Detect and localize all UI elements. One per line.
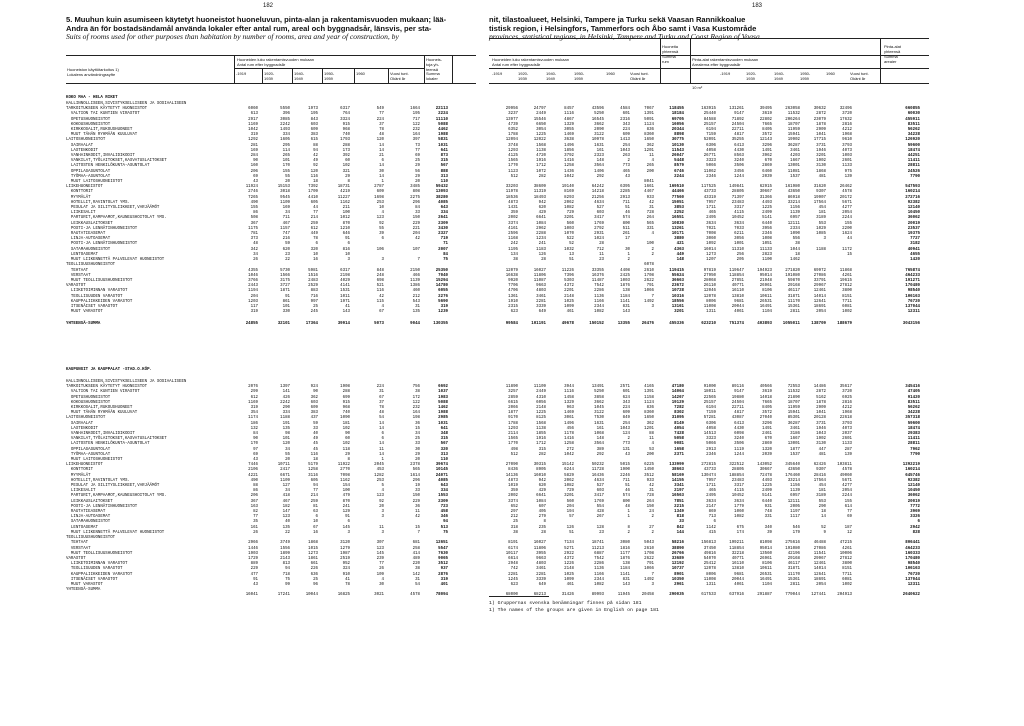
year-header-area-5: Vuosi tunt. Okänt år bbox=[850, 71, 869, 81]
total-label-whole-country: YHTEENSÄ-SUMMA bbox=[66, 322, 101, 326]
header-vline-4 bbox=[322, 68, 323, 83]
value-column-section2-cols_a-1: 89116 9147 19880 24504 22711 4817 43087 6413 4430 6098 3240 3506 1119 1244 322512 28805 188854 23483 3317 4115 10452 3634 1779 1060 1082 675 174 199211 118854 32218 40771 16110 13810 9681 20044 4061 637916 bbox=[729, 385, 744, 598]
total-area-2: 403893 bbox=[757, 322, 772, 326]
value-column-section1-cols_a-3: 263058 11532 206264 18707 11959 15941 19902 36287 3461 4203 1667 13001 11081 1537 161980 43650 86918 33214 1156 1139 6957 12111 2334 1090 556 38 1044 18 1462 271820 191080 59870 29168 46117 31871 11170 15361 2811 bbox=[785, 107, 800, 315]
header-vline-6 bbox=[388, 68, 389, 83]
header-top-rule-left bbox=[66, 55, 476, 56]
header-vline-r2 bbox=[690, 38, 691, 83]
year-header-area-1: 1920- 1939 bbox=[746, 71, 757, 81]
total-left-2: 17364 bbox=[305, 322, 318, 326]
value-column-section1-cols-1: 5550 396 3085 2242 1493 334 1605 295 114 265 101 170 155 55 20 15153 3018 9545 1109 169 34 711 467 1157 747 216 59 620 23 22 5730 1566 3175 3727 1871 91 861 101 330 bbox=[277, 107, 290, 315]
total-area-5: 188679 bbox=[837, 322, 852, 326]
value-column-section2-cols_r-5: 4165 1391 1158 1124 836 8360 1650 362 1201 88 11 4 53 200 6225 1450 3512 933 42 31 728 264 150 24 2 27 2 5043 2610 1708 2622 791 1066 7 1492 3 20458 bbox=[641, 385, 654, 598]
value-column-section1-cols-6: 22113 2224 11110 5088 4462 1988 5831 1031 641 873 315 567 888 313 110 59432 13093 38280 4085 643 334 2641 2309 3430 2327 719 71 2007 84 75 25350 7040 15294 14780 6055 2276 5690 319 1239 bbox=[435, 107, 448, 315]
area-group-header bbox=[692, 57, 758, 67]
header-vline-5 bbox=[354, 68, 355, 83]
value-column-section1-cols-0: 6060 613 2917 1169 1042 319 1292 281 169 284 90 160 206 69 43 11924 2746 7265 490 155 86 508 367 1175 781 373 48 342 34 26 4355 1046 3766 2443 1194 204 1203 117 319 bbox=[245, 107, 258, 315]
total-left-3: 39914 bbox=[337, 322, 350, 326]
value-column-section2-cols_a-0: 91000 18011 22565 25157 6194 7159 57281 6306 4058 14513 3323 5066 2913 2346 272815 43733 130474 7957 1711 465 2495 3634 2147 869 713 6 1142 415 156813 37450 49816 54070 25412 12078 8006 11008 1311 617533 bbox=[701, 385, 716, 598]
value-column-section2-cols-3: 1908 288 699 915 968 740 1090 181 102 90 60 102 118 29 8 11922 2770 7098 1162 154 100 479 870 241 129 91 6 145 3 3120 1279 1987 2519 952 324 910 41 78 16825 bbox=[337, 385, 350, 598]
group-header-left bbox=[237, 57, 314, 67]
footnote-rule bbox=[489, 596, 549, 597]
value-column-section1-cols-3: 6317 764 3324 915 968 740 1793 288 173 392 60 102 321 29 8 18731 4219 11227 1162 211 100 1012 870 1210 646 91 6 816 10 3 6317 2198 4029 4141 1531 1011 1971 41 143 bbox=[337, 107, 350, 315]
value-column-section1-cols_a-2: 39495 3619 22802 7665 8405 3572 12143 3296 1491 3962 670 2869 6460 2039 62915 30667 31366 4493 1225 2499 5141 6440 3956 2346 1008 1051 11133 2823 1100 194923 95014 21948 26961 8106 10611 26531 16491 1104 bbox=[757, 107, 772, 315]
value-column-section2-cols_a-2: 40566 3619 14018 7665 8405 3572 27040 3296 1491 2461 670 2869 1320 2039 143052 30667 72478 4493 1225 2499 5141 6440 931 748 331 340 39 81098 95014 13560 26961 8106 10611 26531 16491 1104 291887 bbox=[757, 385, 772, 598]
stub-header-sv: Lokalens användningssyfte bbox=[67, 72, 116, 77]
value-column-section1-cols-4: 549 77 224 37 78 48 120 14 14 21 6 14 30 14 1 2787 609 1698 253 10 4 123 92 55 39 6 106 3 848 248 698 521 116 42 115 4 67 bbox=[374, 107, 384, 315]
value-column-section1-cols_a-0: 163915 25440 84588 25157 6194 7159 52091 6306 4058 26771 3323 5066 11062 2346 117525 43733 43319 7957 1711 465 2495 3634 7021 7008 3060 1092 16014 1273 1207 97819 27950 28068 26110 12046 12078 8006 11008 1311 bbox=[701, 107, 716, 315]
value-column-section2-cols_r-2: 3944 1116 1458 1329 963 1469 3061 1496 456 1178 1416 1258 272 1042 15142 6244 5829 2062 1082 729 3201 560 204 194 57 126 51 7134 5271 2922 4372 1226 2148 1025 1099 461 31426 bbox=[561, 385, 574, 598]
group-header-right-sv: Antal rum efter byggnadsår bbox=[492, 62, 541, 67]
total-area-6: 3043156 bbox=[902, 322, 920, 326]
footnotes bbox=[489, 600, 659, 614]
total-rooms-1: 101191 bbox=[531, 322, 546, 326]
year-header-rooms-4: 1960 bbox=[606, 71, 615, 76]
section-title-towns: KAUPUNGIT JA KAUPPALAT -STAD.O.KÖP. bbox=[66, 368, 152, 372]
year-header-area-3: 1950- 1959 bbox=[800, 71, 811, 81]
stub-footnote: 1) bbox=[115, 67, 119, 72]
value-column-section1-cols-2: 1973 195 843 603 609 383 615 88 94 42 49 92 120 116 18 7392 1709 4410 605 44 77 214 259 612 449 78 6 320 10 16 5981 1516 2483 2529 883 716 997 25 245 bbox=[308, 107, 318, 315]
value-column-section1-cols-5: 1664 195 717 122 232 164 397 73 77 69 25 29 56 29 20 3485 808 2275 296 84 33 150 229 221 204 42 107 7 2150 466 1139 1386 460 212 543 31 135 bbox=[410, 107, 420, 315]
value-column-section2-cols_a-5: 35617 3720 6925 2816 4212 1968 22618 3793 4073 2037 2601 1133 287 139 103811 4578 49060 5671 4277 2054 2244 155 614 77 69 187 12 47215 4261 10006 27812 3800 8151 7711 6081 1002 204913 bbox=[837, 385, 852, 598]
value-column-section2-cols-4: 224 31 67 37 78 48 54 14 14 6 6 14 11 14 1 2045 453 1282 253 5 4 123 92 20 3 3 11 3 307 123 145 239 77 26 109 4 30 3021 bbox=[374, 385, 384, 598]
value-column-section2-cols-2: 924 90 362 603 609 383 437 59 33 40 49 45 45 116 18 5179 1258 3116 605 94 77 214 259 81 63 6 10 67 16 1868 1015 1273 1861 661 226 636 25 96 10044 bbox=[305, 385, 318, 598]
area-unit: 10 m² bbox=[692, 85, 703, 90]
value-column-section1-cols_r-4: 4584 601 2316 343 224 609 1413 254 1043 263 2 773 465 43 6395 2285 2913 711 51 46 574 800 511 261 17 30 1 2 4408 2425 1003 1876 138 1184 1141 831 143 bbox=[620, 107, 630, 315]
total-rooms-0: 99584 bbox=[505, 322, 518, 326]
value-column-section1-cols_a-4: 30632 2872 23079 1878 2909 1041 17715 3731 1946 3201 1902 3130 1868 481 31620 9307 19907 17564 454 181 3189 553 1029 1085 3 1188 69972 27086 33791 29967 12461 14014 12641 18691 2054 bbox=[813, 107, 826, 315]
total-left-4: 5073 bbox=[374, 322, 384, 326]
footnote-swedish: 1) Gruppernas svenska benämningar finnes på sidan 181 bbox=[489, 601, 642, 606]
year-header-rooms-0: -1919 bbox=[492, 71, 503, 76]
header-vline-r1 bbox=[660, 38, 661, 83]
rooms-sum-header: Huoneita yhteensä Summa rum bbox=[662, 44, 679, 64]
year-header-left-5: Vuosi tunt. Okänt år bbox=[390, 71, 409, 81]
title-swedish: Andra än för bostadsändamål använda lokaler efter antal rum, areal och byggnadsår, länsvis, per sta- bbox=[66, 23, 432, 33]
header-bottom-rule-left bbox=[66, 83, 476, 84]
year-header-area-0: -1919 bbox=[720, 71, 731, 76]
value-column-section2-cols_r-0: 11890 3257 2859 6615 2066 1877 9170 1788 1293 2114 1565 1770 498 512 27090 8436 14136 4873 1019 359 2002 3374 652 297 212 25 318 38 8191 6174 10117 6614 2948 742 2281 1245 623 68000 bbox=[505, 385, 518, 598]
year-header-area-4: 1960 bbox=[826, 71, 835, 76]
group-header-right-fi: Huoneiden luku rakentamisvuoden mukaan bbox=[492, 57, 569, 62]
year-header-rooms-3: 1950- 1959 bbox=[574, 71, 585, 81]
total-rooms-3: 150152 bbox=[589, 322, 604, 326]
header-top-rule-right bbox=[489, 38, 929, 39]
row-labels-towns: HALLINNOLLISEEN,SIVISTYKSELLISEEN JA SOSIAALISEEN TARKOITUKSEEN KÄYTETYT HUONEISTOT VALTION TAI KUNTIEN VIRASTOT OPETUSHUONEISTOT KOKOUSHUONEISTOT KIRKKOSALIT,RUKOUSHUONEET MUUT TÄHÄN RYHMÄÄN KUULUVAT LAITOSHUONEISTOT SAIRAALAT LASTENKODIT VANHAINKODIT,INVALIDIKODIT VANKILAT,TYÖLAITOKSET,KASVATUSLAITOKSET LAITOSTEN HENKILÖKUNTA-ASUNTOLAT OPPILASASUNTOLAT TYÖMAA-ASUNTOLAT MUUT LAITOSHUONEISTOT LIIKEHUONEISTOT KONTTORIT MYYMÄLÄT HOTELLIT,RAVINTOLAT YMS. PESULAT JA SILITYSLIIKKEET,VARJÄÄMÖT LIIKESALIT PARTURIT,KAMPAAMOT,KAUNEUSHOITOLAT YMS. LEIKKAUSLAITOKSET POSTI-JA LENNÄTINHUONEISTOT RAUTATIEASEMAT LINJA-AUTOASEMAT SATAMAHUONEISTOT LENTOASEMAT MUUT LIIKENNETTÄ PALVELEVAT HUONEISTOT TEOLLISUUSHUONEISTOT TEHTAAT VERSTAAT MUUT TEOLLISUUSHUONEISTOT VARASTOT LIIKETOIMINNAN VARASTOT TEOLLISUUDEN VARASTOT KAUPPALIIKKEIDEN VARASTOT ITSENÄISET VARASTOT MUUT VARASTOT YHTEENSÄ-SUMMA bbox=[66, 380, 187, 593]
total-area-0: 623210 bbox=[701, 322, 716, 326]
total-rooms-5: 26476 bbox=[641, 322, 654, 326]
group-header-sv: Antal rum efter byggnadsår bbox=[237, 62, 286, 67]
header-rule-right-3 bbox=[489, 68, 929, 69]
total-left-1: 32101 bbox=[277, 322, 290, 326]
value-column-section2-cols_a-6: 345416 47405 91420 83511 56262 34228 357318 59600 18474 29383 11411 28811 7962 7790 1292219 160214 645746 92382 12140 10450 36062 20019 7772 3969 3326 6 2942 828 806441 464233 160333 170480 98540 106163 76720 137044 12311 2640622 bbox=[902, 385, 920, 598]
year-header-left-6: Summa lokaler bbox=[426, 71, 440, 81]
header-rule-right-2 bbox=[489, 55, 929, 56]
value-column-section1-cols_a-5: 32496 3720 17632 2816 4212 1968 9610 3793 4073 1003 2601 1133 975 139 26462 4578 20172 5671 4277 2054 2244 155 2200 1624 44 1172 15 11868 4261 19615 27812 3800 8151 7711 6081 1002 bbox=[839, 107, 852, 315]
page-number-right: 183 bbox=[752, 3, 763, 9]
header-vline-3 bbox=[292, 68, 293, 83]
title-english-cont: provinces, statistical regions, in Helsinki, Tampere and Turku and Coast Region of Vaasa bbox=[489, 32, 760, 42]
value-column-section1-cols_r-3: 43596 5250 16545 3662 2090 3122 10978 1631 161 2323 148 3564 1406 292 64242 14218 21256 4634 527 603 3417 1769 2792 2931 1024 28 712 11 23 33355 16376 11487 7542 2286 1136 1166 2344 1082 bbox=[591, 107, 604, 315]
rooms-total-line2: toja yh- bbox=[426, 62, 440, 67]
title-english: Suits of rooms used for other purposes than habitation by number of rooms, area and year of construction, by bbox=[66, 32, 399, 42]
value-column-section2-cols-1: 1397 141 426 2242 290 334 1188 191 135 98 101 120 34 55 20 10711 2417 6671 1109 127 34 418 467 182 147 123 40 135 22 3749 1556 1899 2143 813 94 718 75 99 17241 bbox=[277, 385, 290, 598]
year-header-left-1: 1920- 1939 bbox=[264, 71, 275, 81]
value-column-section2-cols_a-3: 72553 11532 21890 18707 11959 15941 85301 36287 3461 3186 1667 13001 1877 1537 345640 43650 176460 33214 1156 1139 6957 12111 2005 1197 1117 546 179 275616 191080 42196 29168 46117 31871 11170 15361 2811 779044 bbox=[785, 385, 800, 598]
area-sum-header: Pinta-alat yhteensä Summa areaier bbox=[884, 44, 901, 64]
stub-header-fi: Huoneiston käyttötarkoitus bbox=[67, 67, 115, 72]
table-title-left bbox=[66, 16, 476, 42]
total-left-0: 24855 bbox=[245, 322, 258, 326]
stub-header bbox=[67, 67, 217, 77]
total-area-4: 138709 bbox=[811, 322, 826, 326]
title-swedish-cont: tistisk region, i Helsingfors, Tammerfors och Åbo samt i Vasa Kustområde bbox=[489, 23, 757, 33]
value-column-section1-cols_r-5: 7067 1391 5091 1124 836 8360 1650 362 1201 11 4 265 200 8041 1661 4467 933 42 31 728 264 565 331 4 100 2 2 6078 2610 1708 2622 791 1066 7 1492 3 bbox=[644, 107, 654, 309]
value-column-section2-cols_r-1: 11109 2449 4310 6056 2148 1225 8125 1568 1138 1855 1916 1712 315 282 30315 8905 16010 942 620 429 6641 1084 607 405 279 8 235 28 16027 11806 3955 9663 4803 3461 2281 3339 649 68213 bbox=[533, 385, 546, 598]
footnote-english: 1) The names of the groups are given in English on page 181 bbox=[489, 608, 659, 614]
total-rooms-4: 13355 bbox=[617, 322, 630, 326]
area-group-header-sv: Arealerna efter byggnadsår bbox=[692, 62, 741, 67]
value-column-section1-cols_a-1: 131261 9147 71892 24504 22711 4817 35255 6413 4430 8563 3240 3506 3456 1244 149841 28805 71397 23483 3317 4115 10452 3634 7033 6211 3056 1001 11310 256 205 119647 118854 27851 40771 16110 13810 9681 20044 4061 bbox=[729, 107, 744, 315]
value-column-section2-cols-0: 2076 299 612 1169 319 354 1174 186 132 84 90 170 97 69 43 7446 2106 4221 490 88 86 206 367 163 82 77 35 161 26 2966 1446 1903 1729 889 229 477 91 43 16041 bbox=[245, 385, 258, 598]
value-column-section1-cols_r-2: 8457 1116 4867 1329 3055 1469 3638 1496 1856 3792 1416 1258 1436 1042 19140 8169 8293 2062 1082 729 3201 560 1003 1070 522 52 1032 13 51 11226 7396 5303 4372 2201 2148 1025 1099 461 bbox=[561, 107, 574, 315]
value-column-section1-cols_r-6: 118455 18184 69705 16056 20344 8898 30775 10130 11543 26047 5448 8579 6746 2244 169510 44466 77560 15051 3853 2252 16551 10830 13261 10171 3880 421 4363 449 148 119415 55624 36663 23672 10728 10316 18556 13161 3201 bbox=[669, 107, 684, 315]
title-finnish-cont: nit, tilastoalueet, Helsinki, Tampere ja Turku sekä Vaasan Rannikkoalue bbox=[489, 15, 746, 24]
year-header-left-3: 1950- 1959 bbox=[324, 71, 335, 81]
page-number-left: 182 bbox=[263, 3, 274, 9]
header-vline-7 bbox=[424, 55, 425, 83]
header-bottom-rule-right bbox=[489, 83, 929, 84]
total-rooms-6: 455336 bbox=[669, 322, 684, 326]
year-header-rooms-5: Vuosi tunt. Okänt år bbox=[630, 71, 649, 81]
year-header-left-4: 1960 bbox=[356, 71, 365, 76]
value-column-section2-cols_r-6: 47180 14064 14267 19129 7282 8302 31095 8149 4054 7428 5058 9081 1658 2371 133999 38663 58169 14155 3341 2197 16563 7851 2215 1349 818 33 842 144 58216 38890 26766 33689 12192 10737 8901 10350 2961 290035 bbox=[669, 385, 684, 598]
rooms-total-line1: Huoneis- bbox=[426, 57, 443, 62]
year-header-area-2: 1940- 1949 bbox=[774, 71, 785, 81]
value-column-section1-cols_a-6: 660855 60030 455911 83511 56262 34228 126920 59600 18474 44251 11411 28811 24526 7790 547593 160214 272716 92382 12140 10450 36062 20019 23537 19375 7727 3182 40941 4655 1420 765874 464233 191271 170480 98540 106163 76720 137044 12311 bbox=[905, 107, 920, 315]
section-title-whole-country: KOKO MAA - HELA RIKET bbox=[66, 96, 118, 100]
year-header-rooms-2: 1940- 1949 bbox=[546, 71, 557, 81]
header-vline-1 bbox=[234, 55, 235, 83]
value-column-section2-cols_a-4: 14486 2872 5162 1878 2909 1041 20128 3731 1946 1043 1902 3130 447 481 62426 9307 28416 17564 454 181 3189 553 290 18 14 52 9 46488 27086 11541 29967 12461 14014 12641 18691 2054 127441 bbox=[811, 385, 826, 598]
total-left-6: 130355 bbox=[433, 322, 448, 326]
total-area-3: 1055011 bbox=[782, 322, 800, 326]
group-header-right bbox=[492, 57, 569, 67]
total-rooms-2: 49678 bbox=[561, 322, 574, 326]
value-column-section2-cols_r-4: 2571 601 624 343 224 609 849 254 1043 124 2 773 131 43 5015 1900 2246 711 51 46 574 800 48 1 1 8 2 3080 1816 1177 1876 138 1184 1141 831 143 11945 bbox=[617, 385, 630, 598]
value-column-section1-cols_r-1: 24797 2449 15546 6650 3054 1225 12022 1568 1138 4720 1916 1712 1072 282 38609 11319 18493 942 620 429 6641 1084 2962 2288 1234 241 1183 126 28 16027 11806 11087 9663 4803 3461 2281 3339 649 bbox=[533, 107, 546, 315]
value-column-section2-cols-6: 6692 1037 1983 5088 1462 1988 2985 1031 641 348 315 567 320 313 110 39674 10145 24071 4085 643 334 1553 2309 723 458 346 94 513 75 12651 5547 7630 9065 3512 937 2876 319 401 78094 bbox=[435, 385, 448, 598]
value-column-section2-cols-5: 756 38 172 122 232 164 198 36 15 34 25 33 30 29 20 2378 565 1614 296 19 33 150 229 36 11 42 15 7 681 258 414 489 220 38 142 31 54 4578 bbox=[410, 385, 420, 598]
value-column-section1-cols_r-0: 29956 3237 13977 4739 6352 1788 12094 3748 1293 4125 1565 1770 1123 512 33203 11978 18536 4873 1431 359 2002 3374 4161 2596 1168 242 1195 134 38 12079 16638 9920 7706 4706 1361 1910 2315 623 bbox=[505, 107, 518, 315]
title-finnish: 5. Muuhun kuin asumiseen käytetyt huoneistot huoneluvun, pinta-alan ja rakentamisvuoden mukaan; lää- bbox=[66, 15, 447, 24]
area-group-header-fi: Pinta-alat rakentamisvuoden mukaan bbox=[692, 57, 759, 62]
year-header-left-2: 1940- 1949 bbox=[294, 71, 305, 81]
group-header-fi: Huoneiden luku rakentamisvuoden mukaan bbox=[237, 57, 314, 62]
row-labels-whole-country: HALLINNOLLISEEN,SIVISTYKSELLISEEN JA SOSIAALISEEN TARKOITUKSEEN KÄYTETYT HUONEISTOT VALTION TAI KUNTIEN VIRASTOT OPETUSHUONEISTOT KOKOUSHUONEISTOT KIRKKOSALIT,RUKOUSHUONEET MUUT TÄHÄN RYHMÄÄN KUULUVAT LAITOSHUONEISTOT SAIRAALAT LASTENKODIT VANHAINKODIT,INVALIDIKODIT VANKILAT,TYÖLAITOKSET,KASVATUSLAITOKSET LAITOSTEN HENKILÖKUNTA-ASUNTOLAT OPPILASASUNTOLAT TYÖMAA-ASUNTOLAT MUUT LAITOSHUONEISTOT LIIKEHUONEISTOT KONTTORIT MYYMÄLÄT HOTELLIT,RAVINTOLAT YMS. PESULAT JA SILITYSLIIKKEET,VARJÄÄMÖT LIIKESALIT PARTURIT,KAMPAAMOT,KAUNEUSHOITOLAT YMS. LEIKKAUSLAITOKSET POSTI-JA LENNÄTINHUONEISTOT RAUTATIEASEMAT LINJA-AUTOASEMAT POSTI-JA LENNÄTINHUONEISTOT SATAMAHUONEISTOT LENTOASEMAT MUUT LIIKENNETTÄ PALVELEVAT HUONEISTOT TEOLLISUUSHUONEISTOT TEHTAAT VERSTAAT MUUT TEOLLISUUSHUONEISTOT VARASTOT LIIKETOIMINNAN VARASTOT TEOLLISUUDEN VARASTOT KAUPPALIIKKEIDEN VARASTOT ITSENÄISET VARASTOT MUUT VARASTOT bbox=[66, 102, 187, 315]
header-vline-r3 bbox=[880, 38, 881, 83]
value-column-section2-cols_r-3: 13491 5250 3858 3662 1045 3122 7530 1631 161 1068 148 3564 389 292 50232 11728 16436 4634 527 603 3417 1769 554 428 267 128 23 18741 11213 6887 7542 2286 1136 1166 2344 1082 89993 bbox=[591, 385, 604, 598]
year-header-rooms-1: 1920- 1939 bbox=[518, 71, 529, 81]
rooms-total-line3: teensä bbox=[426, 67, 439, 72]
year-header-left-0: -1919 bbox=[236, 71, 247, 76]
total-left-5: 9044 bbox=[410, 322, 420, 326]
total-area-1: 751374 bbox=[729, 322, 744, 326]
rooms-total-header bbox=[426, 57, 442, 72]
